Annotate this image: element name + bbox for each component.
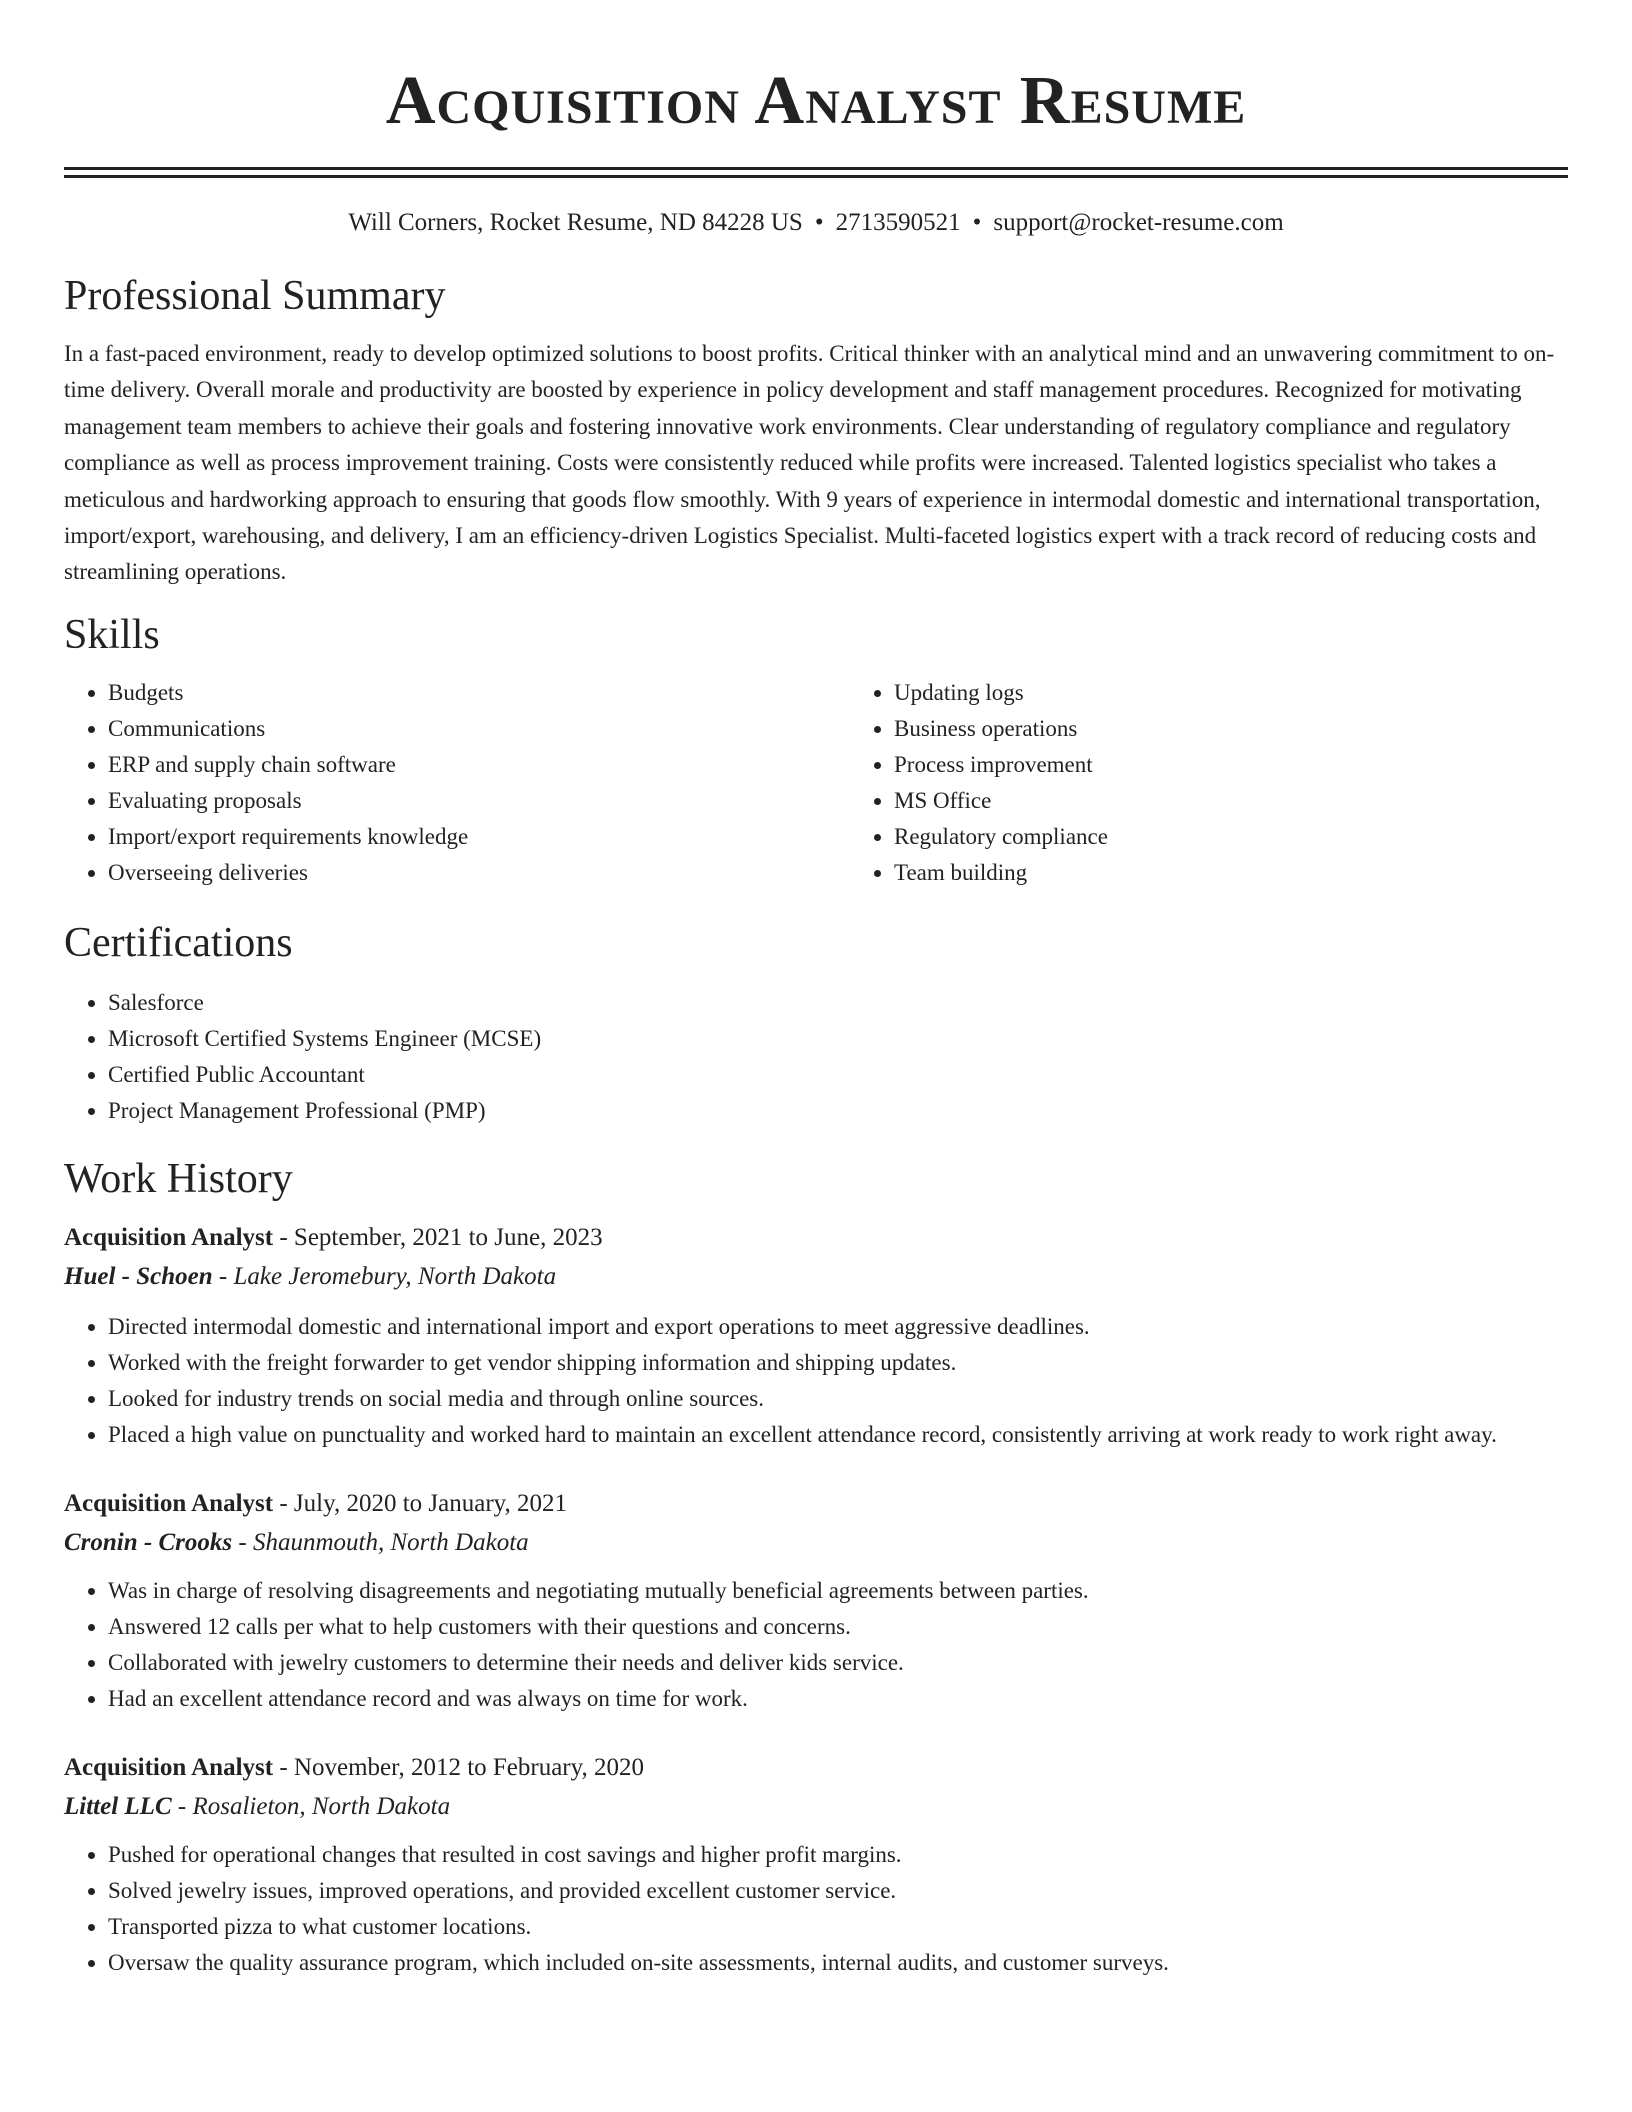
title-divider [64, 167, 1568, 178]
certification-item: • Certified Public Accountant [108, 1057, 1568, 1093]
skill-item: • Overseeing deliveries [108, 855, 850, 891]
job-bullet: • Solved jewelry issues, improved operations, and provided excellent customer service. [108, 1873, 1568, 1909]
job-dash: - [273, 1489, 294, 1517]
job-bullet: • Oversaw the quality assurance program, which included on-site assessments, internal audits, and customer surveys. [108, 1945, 1568, 1981]
job-title: Acquisition Analyst [64, 1753, 274, 1781]
certification-item: • Project Management Professional (PMP) [108, 1093, 1568, 1129]
job-bullet: • Worked with the freight forwarder to get vendor shipping information and shipping updates. [108, 1345, 1568, 1381]
job-dash: - [171, 1792, 193, 1820]
skill-item: • MS Office [894, 783, 1632, 819]
skills-list-left [64, 675, 850, 891]
job-header [64, 1485, 1568, 1523]
job-bullet: • Pushed for operational changes that resulted in cost savings and higher profit margins. [108, 1837, 1568, 1873]
skills-list-right [850, 675, 1632, 891]
certification-item: • Salesforce [108, 985, 1568, 1021]
job-company: Littel LLC [64, 1792, 172, 1820]
job-location: Lake Jeromebury, North Dakota [233, 1262, 557, 1290]
skill-item: • Communications [108, 711, 850, 747]
job-bullets [64, 1837, 1568, 1981]
skill-item: • Updating logs [894, 675, 1632, 711]
skills-columns [64, 675, 1568, 891]
contact-separator: • [972, 209, 982, 236]
work-history-heading: Work History [64, 1155, 293, 1202]
job-bullet: • Placed a high value on punctuality and worked hard to maintain an excellent attendance record, consistently arriving at work ready to work right away. [108, 1417, 1568, 1453]
skills-heading: Skills [64, 611, 160, 658]
skill-item: • Regulatory compliance [894, 819, 1632, 855]
job-title: Acquisition Analyst [64, 1223, 274, 1251]
job-location: Rosalieton, North Dakota [192, 1792, 451, 1820]
job-entry [64, 1219, 1568, 1453]
certifications-heading: Certifications [64, 919, 293, 966]
job-bullet: • Collaborated with jewelry customers to determine their needs and deliver kids service. [108, 1645, 1568, 1681]
job-entry [64, 1749, 1568, 1981]
job-company-line [64, 1787, 1568, 1827]
contact-separator: • [814, 209, 824, 236]
job-dates: November, 2012 to February, 2020 [293, 1753, 645, 1781]
skill-item: • Team building [894, 855, 1632, 891]
job-company-line [64, 1523, 1568, 1563]
job-header [64, 1749, 1568, 1787]
job-dash: - [273, 1223, 294, 1251]
job-bullets [64, 1573, 1568, 1717]
resume-title: Acquisition Analyst Resume [385, 62, 1247, 138]
skill-item: • Evaluating proposals [108, 783, 850, 819]
job-dash: - [232, 1528, 253, 1556]
job-bullet: • Directed intermodal domestic and international import and export operations to meet aggressive deadlines. [108, 1309, 1568, 1345]
job-company: Cronin - Crooks [64, 1528, 233, 1556]
job-bullet: • Answered 12 calls per what to help customers with their questions and concerns. [108, 1609, 1568, 1645]
skill-item: • ERP and supply chain software [108, 747, 850, 783]
job-dash: - [273, 1753, 294, 1781]
job-entry [64, 1485, 1568, 1717]
contact-line [64, 206, 1568, 240]
contact-phone: 2713590521 [835, 209, 961, 236]
summary-text: In a fast-paced environment, ready to develop optimized solutions to boost profits. Critical thinker with an analytical mind and an unwavering commitment to on-time delivery. Overall morale and productivity are boosted by experience in policy development and staff management procedures. Recognized for motivating management team members to achieve their goals and fostering innovative work environments. Clear understanding of regulatory compliance and regulatory compliance as well as process improvement training. Costs were consistently reduced while profits were increased. Talented logistics specialist who takes a meticulous and hardworking approach to ensuring that goods flow smoothly. With 9 years of experience in intermodal domestic and international transportation, import/export, warehousing, and delivery, I am an efficiency-driven Logistics Specialist. Multi-faceted logistics expert with a track record of reducing costs and streamlining operations. [64, 341, 1555, 585]
job-bullet: • Was in charge of resolving disagreements and negotiating mutually beneficial agreements between parties. [108, 1573, 1568, 1609]
skill-item: • Import/export requirements knowledge [108, 819, 850, 855]
job-company-line [64, 1257, 1568, 1297]
skill-item: • Budgets [108, 675, 850, 711]
job-bullets [64, 1309, 1568, 1453]
job-bullet: • Had an excellent attendance record and was always on time for work. [108, 1681, 1568, 1717]
certifications-list [64, 985, 1568, 1129]
job-dates: July, 2020 to January, 2021 [293, 1489, 568, 1517]
job-bullet: • Looked for industry trends on social media and through online sources. [108, 1381, 1568, 1417]
certification-item: • Microsoft Certified Systems Engineer (MCSE) [108, 1021, 1568, 1057]
contact-address: Will Corners, Rocket Resume, ND 84228 US [348, 209, 803, 236]
job-company: Huel - Schoen [64, 1262, 213, 1290]
job-location: Shaunmouth, North Dakota [252, 1528, 529, 1556]
contact-email: support@rocket-resume.com [993, 209, 1284, 236]
job-title: Acquisition Analyst [64, 1489, 274, 1517]
skill-item: • Process improvement [894, 747, 1632, 783]
summary-heading: Professional Summary [64, 273, 446, 319]
job-dash: - [212, 1262, 234, 1290]
skill-item: • Business operations [894, 711, 1632, 747]
job-dates: September, 2021 to June, 2023 [293, 1223, 603, 1251]
job-bullet: • Transported pizza to what customer locations. [108, 1909, 1568, 1945]
job-header [64, 1219, 1568, 1257]
